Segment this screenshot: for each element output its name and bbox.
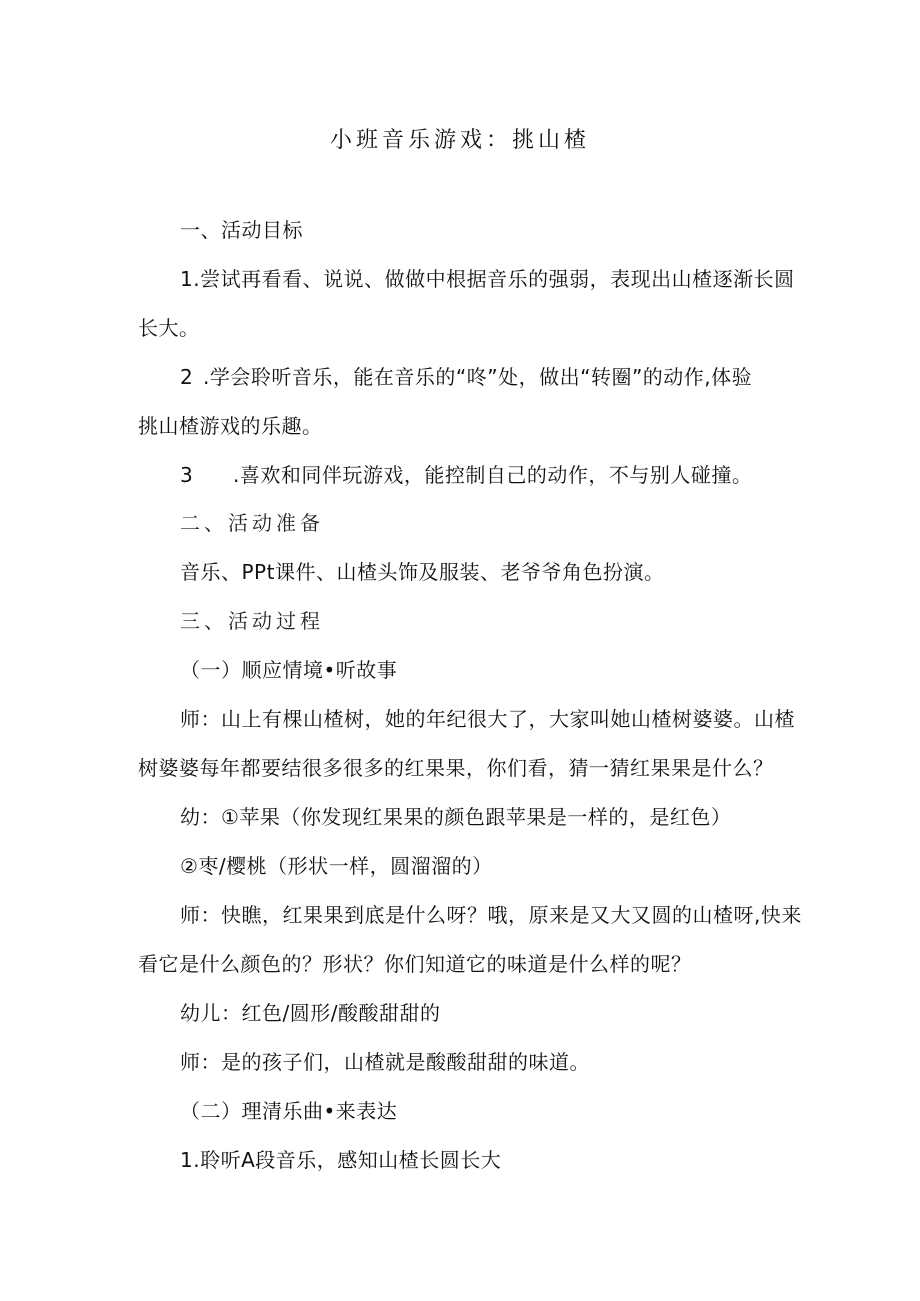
teacher-dialogue-1-line-2: 树婆婆每年都要结很多很多的红果果，你们看，猜一猜红果果是什么？ xyxy=(138,756,774,780)
goal-3-number: 3 xyxy=(180,463,194,487)
child-answer-2: ②枣/樱桃（形状一样，圆溜溜的） xyxy=(180,854,493,878)
part-2-heading: （二）理清乐曲•来表达 xyxy=(180,1099,398,1123)
child-answer-1: 幼：①苹果（你发现红果果的颜色跟苹果是一样的，是红色） xyxy=(180,805,732,829)
page-title: 小班音乐游戏：挑山楂 xyxy=(329,128,590,153)
teacher-dialogue-2-line-2: 看它是什么颜色的？形状？你们知道它的味道是什么样的呢？ xyxy=(138,952,692,976)
section-heading-preparation: 二、活动准备 xyxy=(180,511,324,535)
section-heading-goals: 一、活动目标 xyxy=(180,218,303,242)
part-1-heading: （一）顺应情境•听故事 xyxy=(180,658,398,682)
preparation-text: 音乐、PPt课件、山楂头饰及服装、老爷爷角色扮演。 xyxy=(180,560,665,584)
goal-1-line-2: 长大。 xyxy=(138,316,200,340)
goal-1-line-1: 1.尝试再看看、说说、做做中根据音乐的强弱，表现出山楂逐渐长圆 xyxy=(180,267,795,291)
teacher-dialogue-1-line-1: 师：山上有棵山楂树，她的年纪很大了，大家叫她山楂树婆婆。山楂 xyxy=(180,707,795,731)
child-answer-3: 幼儿：红色/圆形/酸酸甜甜的 xyxy=(180,1001,441,1025)
section-heading-process: 三、活动过程 xyxy=(180,609,324,633)
goal-2-line-2: 挑山楂游戏的乐趣。 xyxy=(138,414,323,438)
goal-2-number: 2 xyxy=(180,365,194,389)
goal-2-line-1: .学会聆听音乐，能在音乐的“咚”处，做出“转圈”的动作,体验 xyxy=(203,365,753,389)
teacher-dialogue-3: 师：是的孩子们，山楂就是酸酸甜甜的味道。 xyxy=(180,1050,590,1074)
goal-3-text: .喜欢和同伴玩游戏，能控制自己的动作，不与别人碰撞。 xyxy=(233,463,753,487)
teacher-dialogue-2-line-1: 师：快瞧，红果果到底是什么呀？哦，原来是又大又圆的山楂呀,快来 xyxy=(180,903,802,927)
step-1: 1.聆听A段音乐，感知山楂长圆长大 xyxy=(180,1148,502,1172)
